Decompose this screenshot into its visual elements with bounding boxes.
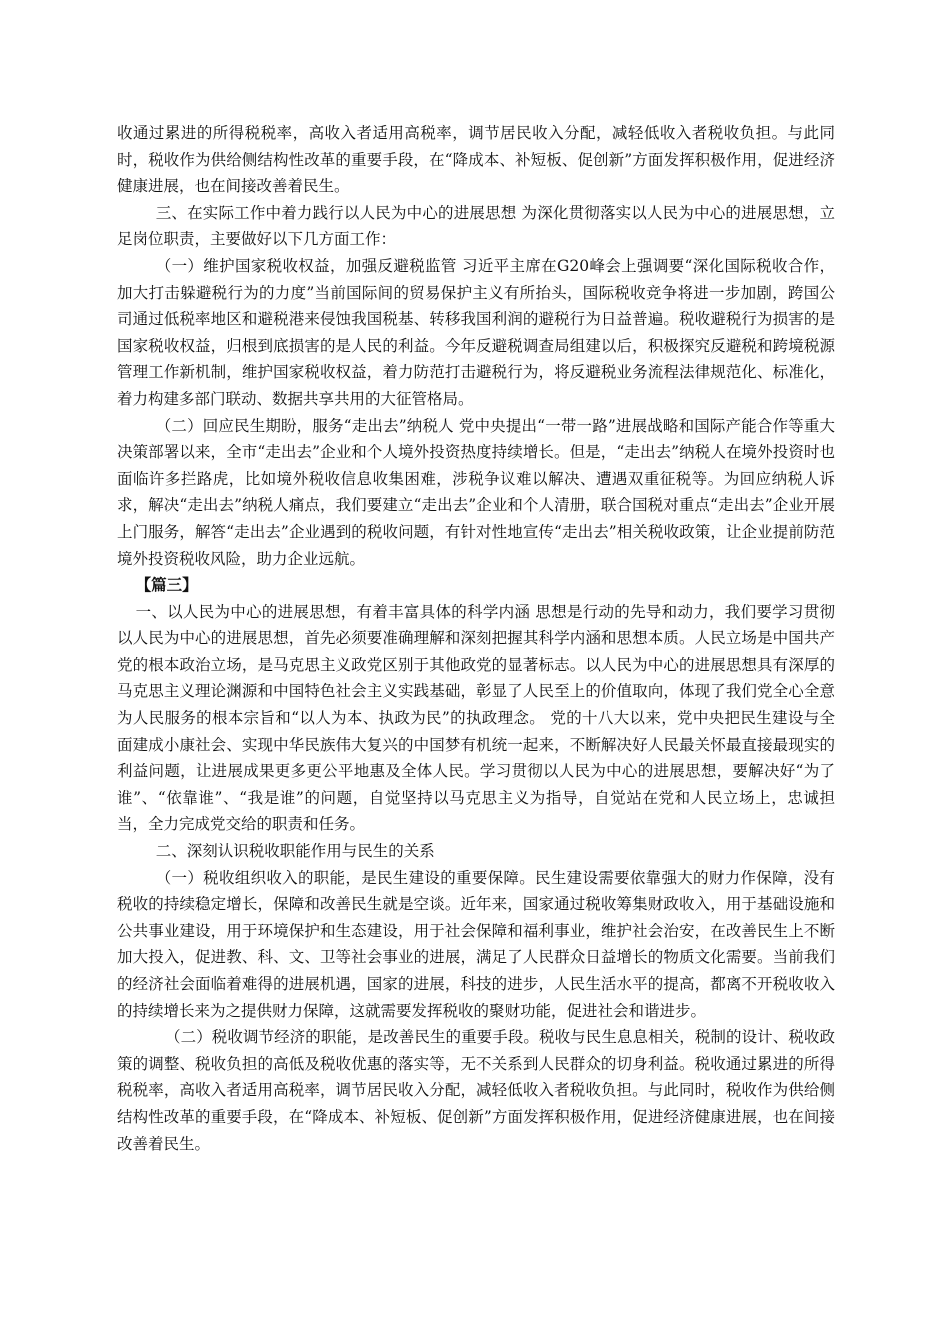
paragraph-anti-tax-avoidance: （一）维护国家税收权益，加强反避税监管 习近平主席在G20峰会上强调要“深化国际税收合作，加大打击躲避税行为的力度”当前国际间的贸易保护主义有所抬头，国际税收竞争将进一步加剧，跨国公司通过低税率地区和避税港来侵蚀我国税基、转移我国利润的避税行为日益普遍。税收避税行为损害的是国家税收权益，归根到底损害的是人民的利益。今年反避税调查局组建以后，积极探究反避税和跨境税源管理工作新机制，维护国家税收权益，着力防范打击避税行为，将反避税业务流程法律规范化、标准化，着力构建多部门联动、数据共享共用的大征管格局。	[117, 256, 835, 408]
paragraph-people-centered: 一、以人民为中心的进展思想，有着丰富具体的科学内涵 思想是行动的先导和动力，我们要学习贯彻以人民为中心的进展思想，首先必须要准确理解和深刻把握其科学内涵和思想本质。人民立场是中国共产党的根本政治立场，是马克思主义政党区别于其他政党的显著标志。以人民为中心的进展思想具有深厚的马克思主义理论渊源和中国特色社会主义实践基础，彰显了人民至上的价值取向，体现了我们党全心全意为人民服务的根本宗旨和“以人为本、执政为民”的执政理念。 党的十八大以来，党中央把民生建设与全面建成小康社会、实现中华民族伟大复兴的中国梦有机统一起来，不断解决好人民最关怀最直接最现实的利益问题，让进展成果更多更公平地惠及全体人民。学习贯彻以人民为中心的进展思想，要解决好“为了谁”、“依靠谁”、“我是谁”的问题，自觉坚持以马克思主义为指导，自觉站在党和人民立场上，忠诚担当，全力完成党交给的职责和任务。	[117, 602, 835, 834]
section-three-heading: 三、在实际工作中着力践行以人民为中心的进展思想 为深化贯彻落实以人民为中心的进展思想，立足岗位职责，主要做好以下几方面工作：	[117, 203, 835, 249]
document-page	[117, 120, 835, 1157]
paragraph-going-global: （二）回应民生期盼，服务“走出去”纳税人 党中央提出“一带一路”进展战略和国际产能合作等重大决策部署以来，全市“走出去”企业和个人境外投资热度持续增长。但是，“走出去”纳税人在境外投资时也面临许多拦路虎，比如境外税收信息收集困难，涉税争议难以解决、遭遇双重征税等。为回应纳税人诉求，解决“走出去”纳税人痛点，我们要建立“走出去”企业和个人清册，联合国税对重点“走出去”企业开展上门服务，解答“走出去”企业遇到的税收问题，有针对性地宣传“走出去”相关税收政策，让企业提前防范境外投资税收风险，助力企业远航。	[117, 416, 835, 568]
section-two-heading: 二、深刻认识税收职能作用与民生的关系	[155, 842, 435, 861]
paragraph-continuation: 收通过累进的所得税税率，高收入者适用高税率，调节居民收入分配，减轻低收入者税收负担。与此同时，税收作为供给侧结构性改革的重要手段，在“降成本、补短板、促创新”方面发挥积极作用，促进经济健康进展，也在间接改善着民生。	[117, 124, 835, 196]
chapter-three-title: 【篇三】	[135, 575, 198, 595]
paragraph-revenue-function: （一）税收组织收入的职能，是民生建设的重要保障。民生建设需要依靠强大的财力作保障，没有税收的持续稳定增长，保障和改善民生就是空谈。近年来，国家通过税收筹集财政收入，用于基础设施和公共事业建设，用于环境保护和生态建设，用于社会保障和福利事业，维护社会治安，在改善民生上不断加大投入，促进教、科、文、卫等社会事业的进展，满足了人民群众日益增长的物质文化需要。当前我们的经济社会面临着难得的进展机遇，国家的进展，科技的进步，人民生活水平的提高，都离不开税收收入的持续增长来为之提供财力保障，这就需要发挥税收的聚财功能，促进社会和谐进步。	[117, 868, 835, 1020]
paragraph-regulation-function: （二）税收调节经济的职能，是改善民生的重要手段。税收与民生息息相关，税制的设计、税收政策的调整、税收负担的高低及税收优惠的落实等，无不关系到人民群众的切身利益。税收通过累进的所得税税率，高收入者适用高税率，调节居民收入分配，减轻低收入者税收负担。与此同时，税收作为供给侧结构性改革的重要手段，在“降成本、补短板、促创新”方面发挥积极作用，促进经济健康进展，也在间接改善着民生。	[117, 1028, 835, 1153]
